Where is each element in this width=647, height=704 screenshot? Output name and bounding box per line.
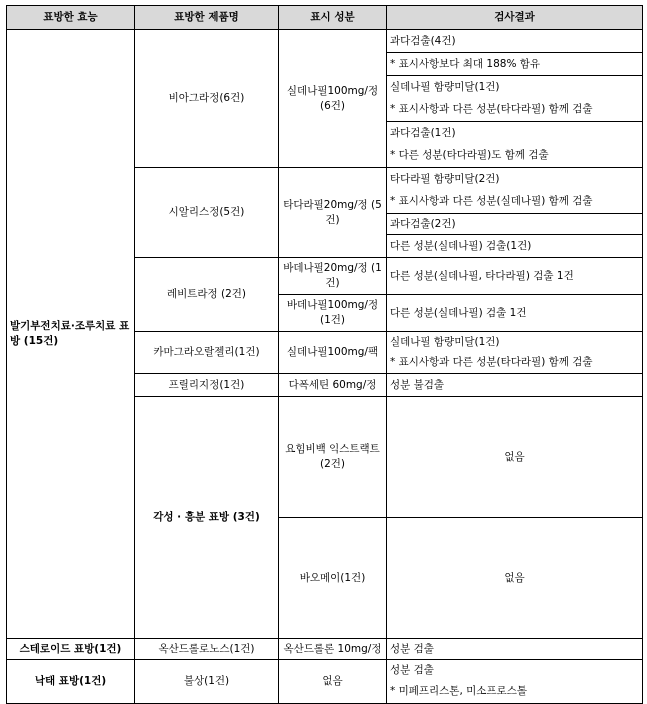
- product-cell: 프릴리지정(1건): [135, 374, 279, 397]
- product-cell: 레비트라정 (2건): [135, 258, 279, 332]
- product-cell: 요힘비백 익스트랙트 (2건): [279, 397, 387, 518]
- result-cell: 성분 검출: [387, 639, 643, 660]
- header-test-result: 검사결과: [387, 6, 643, 30]
- result-cell: 성분 불검출: [387, 374, 643, 397]
- result-cell: 과다검출(4건): [387, 30, 643, 53]
- inspection-results-table: [6, 5, 643, 704]
- product-cell: 불상(1건): [135, 660, 279, 704]
- effect-cell-steroid: 스테로이드 표방(1건): [7, 639, 135, 660]
- result-note-cell: * 표시사항보다 최대 188% 함유: [387, 53, 643, 76]
- result-cell: 성분 검출: [387, 660, 643, 681]
- effect-cell-abortion: 낙태 표방(1건): [7, 660, 135, 704]
- result-cell: 타다라필 함량미달(2건): [387, 168, 643, 191]
- table-row: [7, 660, 643, 681]
- result-note-cell: * 미페프리스톤, 미소프로스톨: [387, 681, 643, 704]
- ingredient-cell: 실데나필100mg/팩: [279, 332, 387, 374]
- ingredient-cell: 옥산드롤론 10mg/정: [279, 639, 387, 660]
- product-cell: 바오메이(1건): [279, 518, 387, 639]
- product-cell: 비아그라정(6건): [135, 30, 279, 168]
- result-note-cell: * 표시사항과 다른 성분(실데나필) 함께 검출: [387, 191, 643, 214]
- result-cell: 과다검출(2건): [387, 214, 643, 235]
- result-cell: 다른 성분(실데나필) 검출(1건): [387, 235, 643, 258]
- ingredient-cell: 없음: [387, 397, 643, 518]
- result-note-cell: * 다른 성분(타다라필)도 함께 검출: [387, 145, 643, 168]
- result-cell: 다른 성분(실데나필) 검출 1건: [387, 295, 643, 332]
- result-cell: 다른 성분(실데나필, 타다라필) 검출 1건: [387, 258, 643, 295]
- header-row: [7, 6, 643, 30]
- effect-cell-erectile: 발기부전치료·조루치료 표방 (15건): [7, 30, 135, 639]
- product-cell: 카마그라오랄젤리(1건): [135, 332, 279, 374]
- header-labeled-ingredient: 표시 성분: [279, 6, 387, 30]
- product-cell: 시알리스정(5건): [135, 168, 279, 258]
- ingredient-cell: 다폭세틴 60mg/정: [279, 374, 387, 397]
- table-row: [7, 30, 643, 53]
- result-note-cell: * 표시사항과 다른 성분(타다라필) 함께 검출: [387, 99, 643, 122]
- ingredient-cell: 없음: [279, 660, 387, 704]
- ingredient-cell: 바데나필20mg/정 (1건): [279, 258, 387, 295]
- result-note-cell: * 표시사항과 다른 성분(타다라필) 함께 검출: [387, 353, 643, 374]
- result-cell: 실데나필 함량미달(1건): [387, 76, 643, 99]
- result-cell: 과다검출(1건): [387, 122, 643, 145]
- product-cell: 옥산드롤로노스(1건): [135, 639, 279, 660]
- ingredient-cell: 실데나필100mg/정 (6건): [279, 30, 387, 168]
- table-row: [7, 639, 643, 660]
- header-claimed-effect: 표방한 효능: [7, 6, 135, 30]
- ingredient-cell: 타다라필20mg/정 (5건): [279, 168, 387, 258]
- ingredient-cell: 바데나필100mg/정 (1건): [279, 295, 387, 332]
- header-product-name: 표방한 제품명: [135, 6, 279, 30]
- ingredient-cell: 없음: [387, 518, 643, 639]
- effect-cell-stimulant: 각성 · 흥분 표방 (3건): [135, 397, 279, 639]
- result-cell: 실데나필 함량미달(1건): [387, 332, 643, 353]
